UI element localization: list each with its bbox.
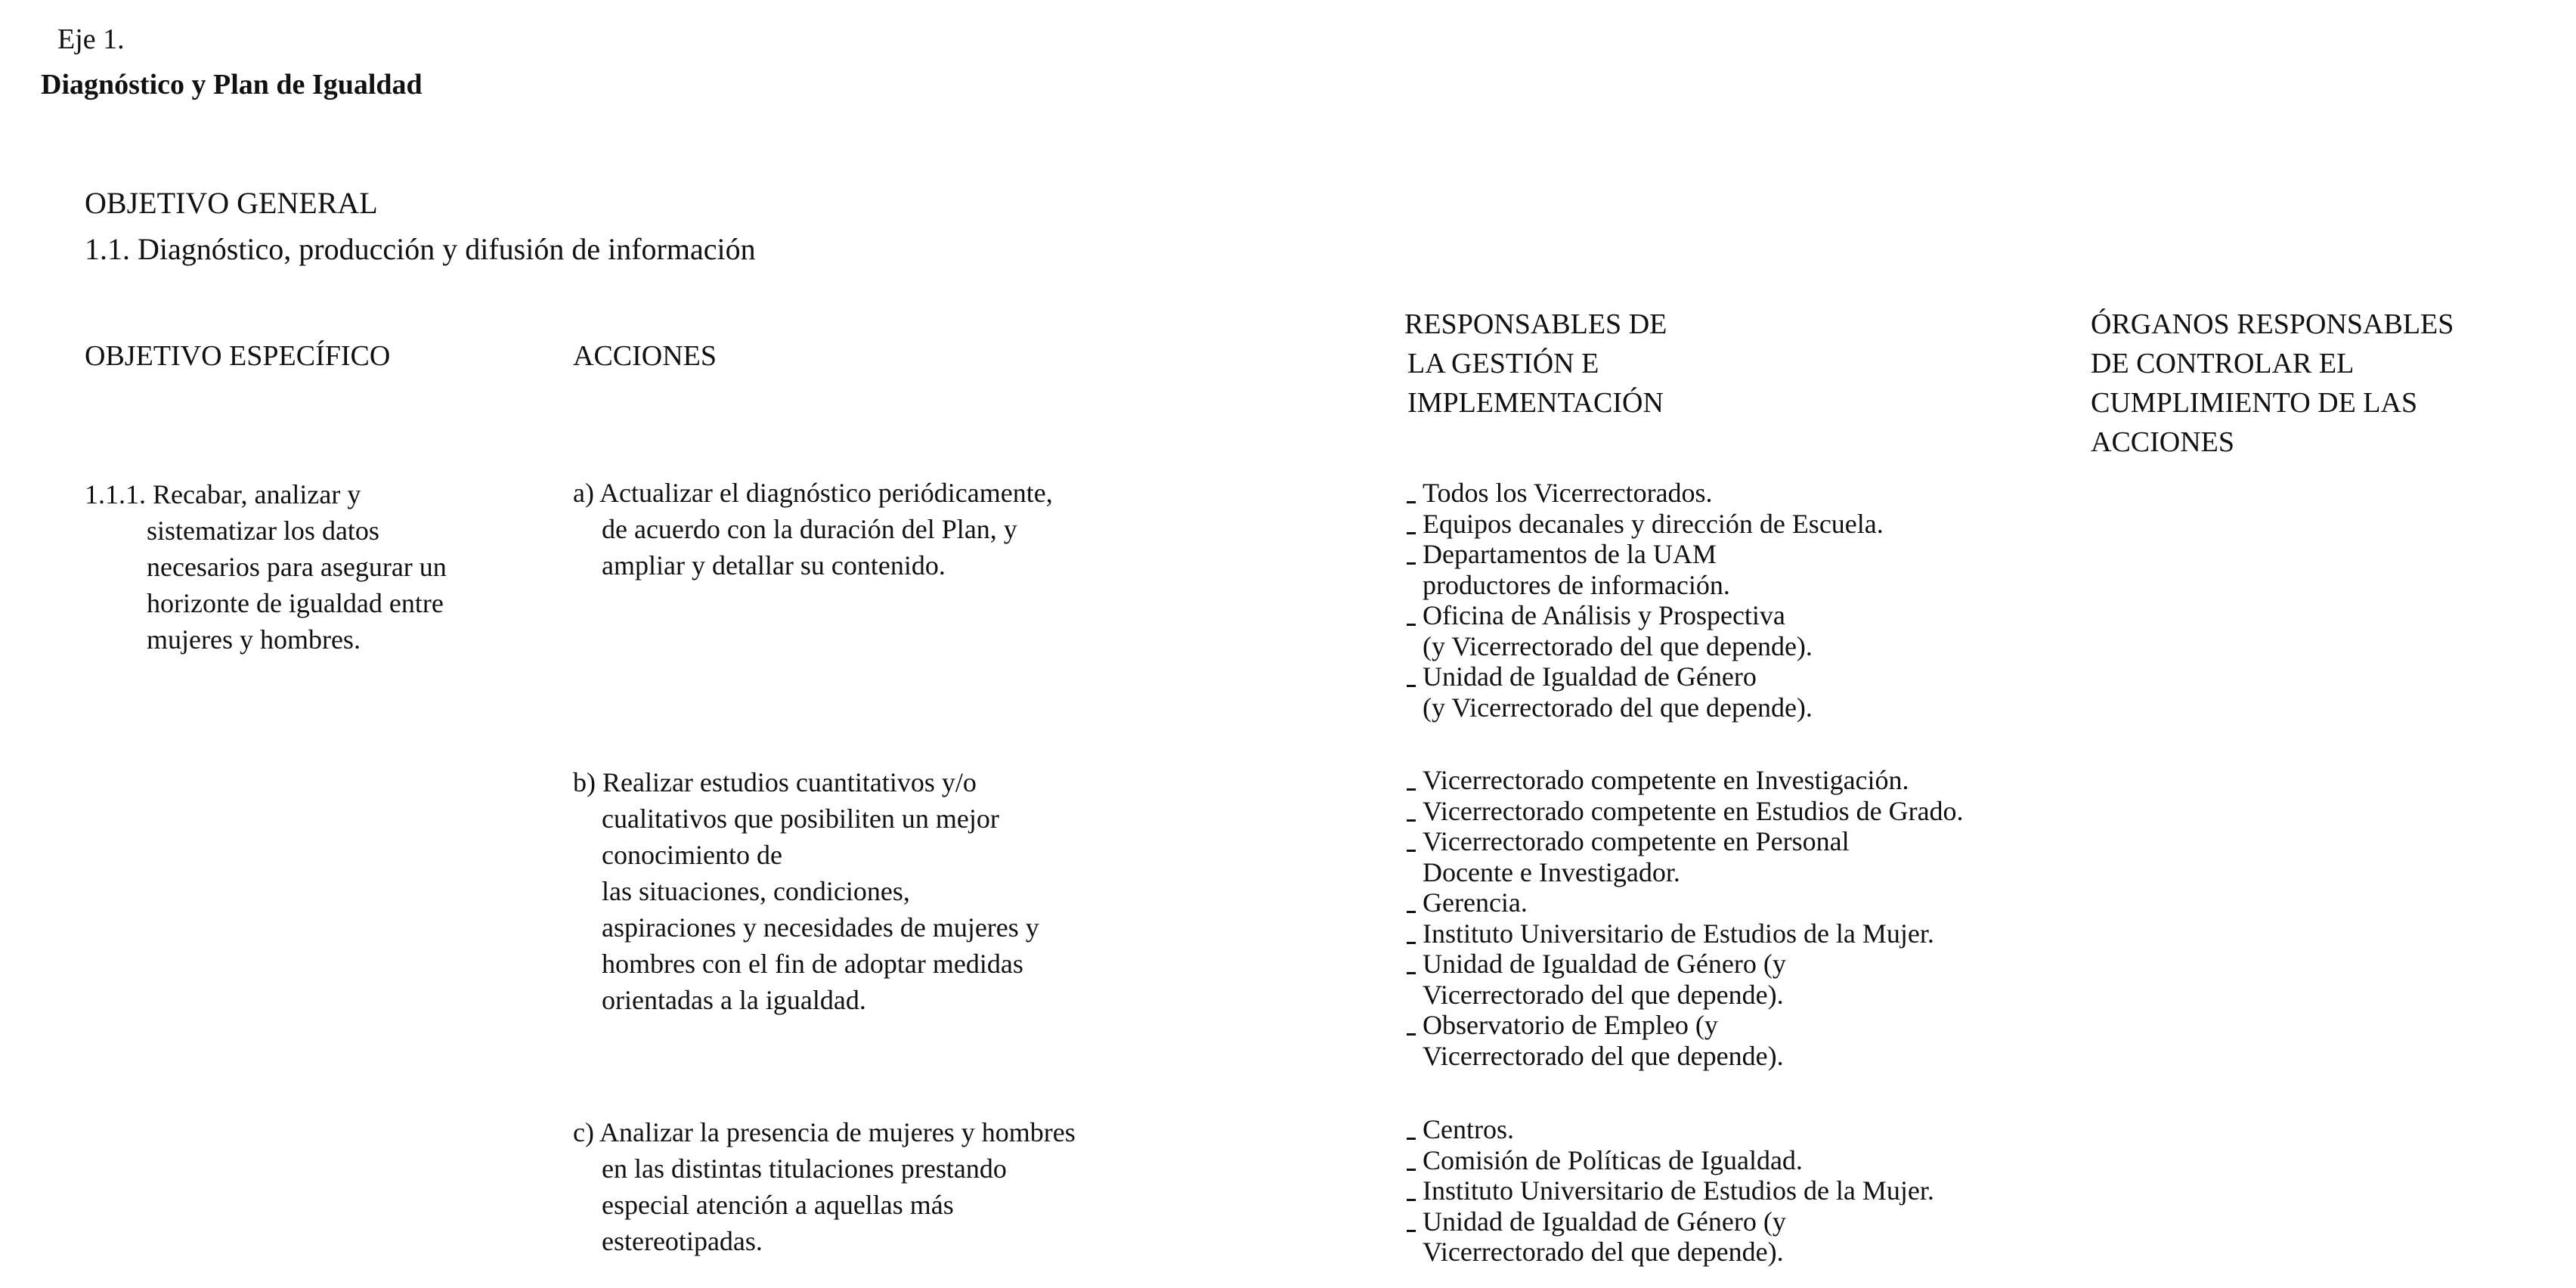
responsible-item xyxy=(1404,796,1964,827)
text-line: en las distintas titulaciones prestando xyxy=(602,1153,1007,1184)
column-header-line: DE CONTROLAR EL xyxy=(2091,348,2355,379)
text-line: estereotipadas. xyxy=(602,1226,763,1256)
text-line: Equipos decanales y dirección de Escuela. xyxy=(1423,508,1884,539)
text-line: Comisión de Políticas de Igualdad. xyxy=(1423,1144,1803,1175)
column-header-line: ACCIONES xyxy=(573,340,717,372)
text-line: Vicerrectorado del que depende). xyxy=(1423,1237,1784,1267)
responsible-item xyxy=(1404,1114,1934,1145)
text-line: Vicerrectorado competente en Personal xyxy=(1423,826,1850,856)
responsible-item xyxy=(1404,918,1964,949)
column-header-line: LA GESTIÓN E xyxy=(1407,348,1599,379)
column-header-line: CUMPLIMIENTO DE LAS xyxy=(2091,387,2418,419)
column-header-responsibles xyxy=(1404,305,1667,423)
column-header-control-bodies xyxy=(2091,305,2454,462)
responsible-item xyxy=(1404,600,1884,661)
responsible-item xyxy=(1404,887,1964,918)
responsible-item xyxy=(1404,949,1964,1010)
text-line: a) Actualizar el diagnóstico periódicamente, xyxy=(573,478,1053,508)
text-line: horizonte de igualdad entre xyxy=(147,588,444,618)
text-line: conocimiento de xyxy=(602,840,782,870)
general-objective-subtitle: 1.1. Diagnóstico, producción y difusión de información xyxy=(85,232,756,266)
text-line: Docente e Investigador. xyxy=(1423,856,1680,887)
responsibles-list-b xyxy=(1404,765,1964,1071)
text-line: Vicerrectorado del que depende). xyxy=(1423,1040,1784,1071)
text-line: sistematizar los datos xyxy=(147,516,379,546)
column-header-line: RESPONSABLES DE xyxy=(1404,308,1667,340)
text-line: Gerencia. xyxy=(1423,887,1528,918)
general-objective-label: OBJETIVO GENERAL xyxy=(85,186,378,220)
text-line: necesarios para asegurar un xyxy=(147,552,447,582)
text-line: (y Vicerrectorado del que depende). xyxy=(1423,630,1813,661)
responsible-item xyxy=(1404,1175,1934,1206)
responsible-item xyxy=(1404,1206,1934,1268)
responsibles-list-a xyxy=(1404,478,1884,723)
text-line: productores de información. xyxy=(1423,569,1730,600)
text-line: mujeres y hombres. xyxy=(147,624,361,655)
responsibles-list-c xyxy=(1404,1114,1934,1268)
text-line: Vicerrectorado competente en Investigación. xyxy=(1423,765,1909,795)
action-c xyxy=(573,1114,1076,1259)
text-line: cualitativos que posibiliten un mejor xyxy=(602,803,999,834)
responsible-item xyxy=(1404,539,1884,600)
text-line: (y Vicerrectorado del que depende). xyxy=(1423,692,1813,723)
text-line: de acuerdo con la duración del Plan, y xyxy=(602,514,1017,544)
responsible-item xyxy=(1404,1010,1964,1071)
action-b xyxy=(573,764,1039,1018)
text-line: Observatorio de Empleo (y xyxy=(1423,1010,1718,1040)
responsible-item xyxy=(1404,509,1884,540)
document-title: Diagnóstico y Plan de Igualdad xyxy=(41,69,423,101)
text-line: Instituto Universitario de Estudios de la Mujer. xyxy=(1423,918,1934,949)
text-line: las situaciones, condiciones, xyxy=(602,876,910,906)
text-line: Todos los Vicerrectorados. xyxy=(1423,478,1713,508)
text-line: hombres con el fin de adoptar medidas xyxy=(602,949,1023,979)
column-header-line: ACCIONES xyxy=(2091,426,2235,458)
text-line: Vicerrectorado del que depende). xyxy=(1423,979,1784,1010)
column-header-line: ÓRGANOS RESPONSABLES xyxy=(2091,308,2454,340)
responsible-item xyxy=(1404,661,1884,723)
text-line: Unidad de Igualdad de Género xyxy=(1423,661,1757,692)
text-line: Unidad de Igualdad de Género (y xyxy=(1423,1206,1786,1237)
text-line: Unidad de Igualdad de Género (y xyxy=(1423,949,1786,979)
responsible-item xyxy=(1404,478,1884,509)
responsible-item xyxy=(1404,1145,1934,1176)
text-line: c) Analizar la presencia de mujeres y hombres xyxy=(573,1117,1076,1147)
responsible-item xyxy=(1404,826,1964,887)
action-a xyxy=(573,475,1053,584)
text-line: orientadas a la igualdad. xyxy=(602,985,866,1015)
text-line: aspiraciones y necesidades de mujeres y xyxy=(602,912,1039,943)
column-header-specific-objective xyxy=(85,336,390,376)
column-header-line: IMPLEMENTACIÓN xyxy=(1407,387,1664,419)
responsible-item xyxy=(1404,765,1964,796)
text-line: Oficina de Análisis y Prospectiva xyxy=(1423,600,1785,630)
text-line: b) Realizar estudios cuantitativos y/o xyxy=(573,767,977,797)
text-line: Instituto Universitario de Estudios de la Mujer. xyxy=(1423,1175,1934,1206)
text-line: 1.1.1. Recabar, analizar y xyxy=(85,479,361,509)
text-line: especial atención a aquellas más xyxy=(602,1190,954,1220)
text-line: Vicerrectorado competente en Estudios de Grado. xyxy=(1423,795,1964,826)
column-header-actions xyxy=(573,336,717,376)
axis-label: Eje 1. xyxy=(57,23,125,55)
text-line: Departamentos de la UAM xyxy=(1423,539,1717,569)
text-line: Centros. xyxy=(1423,1114,1514,1144)
text-line: ampliar y detallar su contenido. xyxy=(602,550,946,581)
column-header-line: OBJETIVO ESPECÍFICO xyxy=(85,340,391,372)
specific-objective-text xyxy=(85,476,447,658)
